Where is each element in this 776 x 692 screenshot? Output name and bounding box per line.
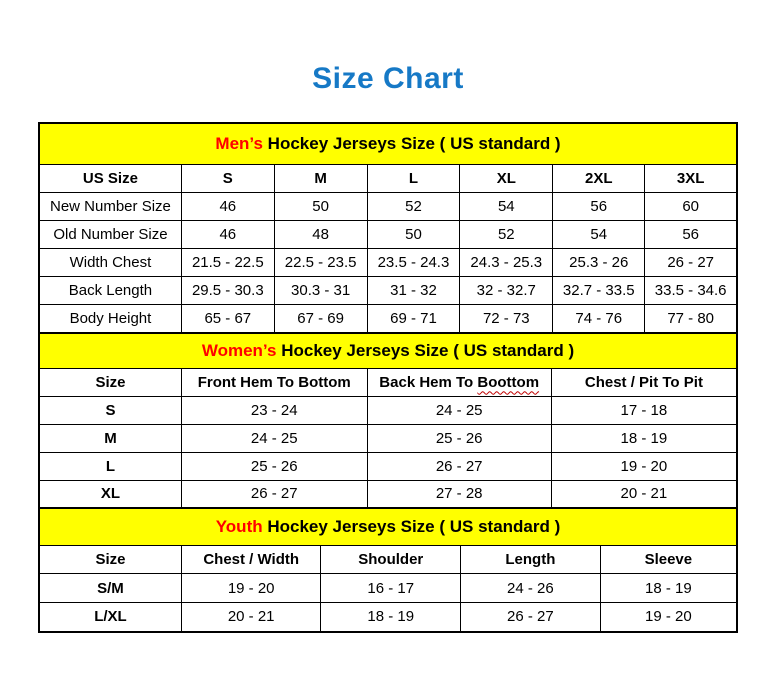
youth-table-row-0 — [39, 574, 737, 603]
mens-row-label: New Number Size — [39, 193, 181, 221]
youth-size-table — [38, 507, 738, 633]
womens-value-cell-r1-c0: 24 - 25 — [181, 424, 367, 452]
mens-column-header-0: US Size — [39, 165, 181, 193]
mens-column-header-6: 3XL — [645, 165, 737, 193]
youth-column-header-2: Shoulder — [321, 546, 461, 574]
youth-row-label: L/XL — [39, 603, 181, 632]
mens-row-label: Body Height — [39, 305, 181, 333]
youth-table-row-1 — [39, 603, 737, 632]
womens-column-header-3: Chest / Pit To Pit — [551, 368, 737, 396]
mens-column-header-1: S — [181, 165, 274, 193]
womens-value-cell-r2-c2: 19 - 20 — [551, 452, 737, 480]
womens-value-cell-r1-c2: 18 - 19 — [551, 424, 737, 452]
mens-row-label: Width Chest — [39, 249, 181, 277]
womens-column-header-1: Front Hem To Bottom — [181, 368, 367, 396]
mens-value-cell-r0-c3: 54 — [460, 193, 553, 221]
womens-value-cell-r0-c2: 17 - 18 — [551, 396, 737, 424]
mens-value-cell-r2-c5: 26 - 27 — [645, 249, 737, 277]
mens-value-cell-r4-c1: 67 - 69 — [274, 305, 367, 333]
mens-value-cell-r4-c4: 74 - 76 — [553, 305, 645, 333]
womens-banner-highlight: Women’s — [201, 340, 277, 360]
mens-table-row-0 — [39, 193, 737, 221]
youth-column-header-0: Size — [39, 546, 181, 574]
size-tables-container — [38, 122, 738, 633]
mens-table-row-2 — [39, 249, 737, 277]
womens-table-row-1 — [39, 424, 737, 452]
mens-value-cell-r0-c1: 50 — [274, 193, 367, 221]
mens-size-table — [38, 122, 738, 334]
mens-value-cell-r4-c2: 69 - 71 — [367, 305, 460, 333]
mens-value-cell-r3-c2: 31 - 32 — [367, 277, 460, 305]
mens-value-cell-r3-c5: 33.5 - 34.6 — [645, 277, 737, 305]
womens-table-row-2 — [39, 452, 737, 480]
womens-table-row-3 — [39, 480, 737, 508]
youth-value-cell-r1-c3: 19 - 20 — [600, 603, 737, 632]
mens-banner-text: Hockey Jerseys Size ( US standard ) — [262, 134, 561, 153]
youth-banner-row — [39, 508, 737, 546]
womens-row-label: L — [39, 452, 181, 480]
page-title: Size Chart — [312, 62, 464, 95]
mens-value-cell-r1-c5: 56 — [645, 221, 737, 249]
youth-value-cell-r0-c0: 19 - 20 — [181, 574, 321, 603]
mens-value-cell-r1-c4: 54 — [553, 221, 645, 249]
youth-value-cell-r1-c1: 18 - 19 — [321, 603, 461, 632]
youth-value-cell-r0-c3: 18 - 19 — [600, 574, 737, 603]
mens-banner-row — [39, 123, 737, 165]
mens-row-label: Back Length — [39, 277, 181, 305]
misspelled-word: Boottom — [477, 373, 540, 391]
womens-value-cell-r3-c1: 27 - 28 — [367, 480, 551, 508]
womens-value-cell-r2-c0: 25 - 26 — [181, 452, 367, 480]
mens-value-cell-r2-c3: 24.3 - 25.3 — [460, 249, 553, 277]
mens-column-header-5: 2XL — [553, 165, 645, 193]
mens-value-cell-r2-c4: 25.3 - 26 — [553, 249, 645, 277]
mens-value-cell-r4-c0: 65 - 67 — [181, 305, 274, 333]
youth-value-cell-r0-c2: 24 - 26 — [461, 574, 601, 603]
womens-banner-row — [39, 333, 737, 369]
mens-column-header-2: M — [274, 165, 367, 193]
mens-column-header-3: L — [367, 165, 460, 193]
mens-value-cell-r0-c4: 56 — [553, 193, 645, 221]
womens-table-row-0 — [39, 396, 737, 424]
mens-table-row-1 — [39, 221, 737, 249]
mens-column-header-4: XL — [460, 165, 553, 193]
mens-value-cell-r4-c3: 72 - 73 — [460, 305, 553, 333]
youth-value-cell-r1-c2: 26 - 27 — [461, 603, 601, 632]
youth-value-cell-r1-c0: 20 - 21 — [181, 603, 321, 632]
womens-value-cell-r0-c1: 24 - 25 — [367, 396, 551, 424]
womens-row-label: S — [39, 396, 181, 424]
mens-value-cell-r3-c4: 32.7 - 33.5 — [553, 277, 645, 305]
mens-value-cell-r3-c1: 30.3 - 31 — [274, 277, 367, 305]
womens-column-header-0: Size — [39, 368, 181, 396]
womens-banner-text: Hockey Jerseys Size ( US standard ) — [276, 340, 575, 360]
womens-row-label: XL — [39, 480, 181, 508]
mens-value-cell-r4-c5: 77 - 80 — [645, 305, 737, 333]
mens-value-cell-r2-c2: 23.5 - 24.3 — [367, 249, 460, 277]
youth-banner-highlight: Youth — [215, 517, 263, 536]
mens-value-cell-r2-c0: 21.5 - 22.5 — [181, 249, 274, 277]
youth-banner-text: Hockey Jerseys Size ( US standard ) — [262, 517, 561, 536]
mens-banner-highlight: Men’s — [215, 134, 263, 153]
mens-row-label: Old Number Size — [39, 221, 181, 249]
mens-value-cell-r1-c1: 48 — [274, 221, 367, 249]
womens-column-header-2: Back Hem To Boottom — [367, 368, 551, 396]
youth-column-header-3: Length — [461, 546, 601, 574]
mens-value-cell-r1-c2: 50 — [367, 221, 460, 249]
womens-header-row — [39, 368, 737, 396]
womens-value-cell-r1-c1: 25 - 26 — [367, 424, 551, 452]
youth-row-label: S/M — [39, 574, 181, 603]
mens-value-cell-r0-c0: 46 — [181, 193, 274, 221]
mens-table-row-3 — [39, 277, 737, 305]
mens-section-banner — [39, 123, 737, 165]
mens-value-cell-r3-c3: 32 - 32.7 — [460, 277, 553, 305]
mens-value-cell-r1-c0: 46 — [181, 221, 274, 249]
mens-table-row-4 — [39, 305, 737, 333]
mens-value-cell-r2-c1: 22.5 - 23.5 — [274, 249, 367, 277]
mens-value-cell-r3-c0: 29.5 - 30.3 — [181, 277, 274, 305]
mens-value-cell-r0-c2: 52 — [367, 193, 460, 221]
youth-column-header-1: Chest / Width — [181, 546, 321, 574]
womens-value-cell-r3-c2: 20 - 21 — [551, 480, 737, 508]
womens-value-cell-r3-c0: 26 - 27 — [181, 480, 367, 508]
youth-value-cell-r0-c1: 16 - 17 — [321, 574, 461, 603]
womens-section-banner — [39, 333, 737, 369]
womens-row-label: M — [39, 424, 181, 452]
mens-header-row — [39, 165, 737, 193]
youth-column-header-4: Sleeve — [600, 546, 737, 574]
womens-size-table — [38, 332, 738, 510]
womens-value-cell-r2-c1: 26 - 27 — [367, 452, 551, 480]
mens-value-cell-r1-c3: 52 — [460, 221, 553, 249]
youth-section-banner — [39, 508, 737, 546]
youth-header-row — [39, 546, 737, 574]
mens-value-cell-r0-c5: 60 — [645, 193, 737, 221]
womens-value-cell-r0-c0: 23 - 24 — [181, 396, 367, 424]
